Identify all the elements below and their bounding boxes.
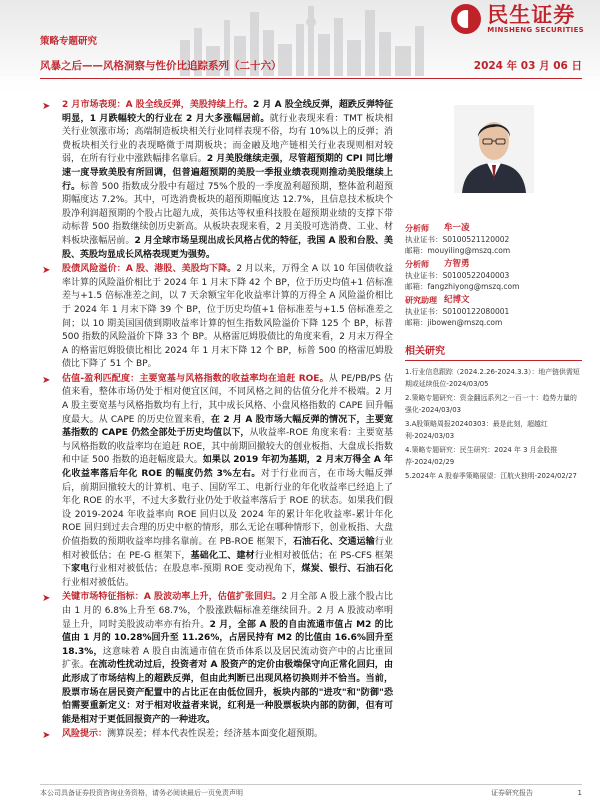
bullet-arrow-icon: ➤: [42, 265, 51, 277]
summary-paragraph: [40, 373, 393, 591]
analyst-email[interactable]: 邮箱：jibowen@mszq.com: [405, 318, 503, 327]
analyst-license: 执业证书：S0100122080001: [405, 307, 510, 316]
report-type: 策略专题研究: [40, 36, 98, 47]
paragraph-text: 行业相对被低估；在股息率-预期 ROE 变动视角下，: [89, 564, 302, 575]
paragraph-text: 2 月美股继续走强，尽管超预期的 CPI 同比增速一度导致美股有所回调，但普遍超预期的美股一季报业绩表现则推动美股继续上行。: [62, 154, 393, 192]
paragraph-text: 2 月全球市场呈现出成长风格占优的特征，我国 A 股和台股、美股、英股均显成长风格表现更为强势。: [62, 235, 393, 260]
paragraph-heading: 风险提示：: [62, 729, 108, 740]
paragraph-text: 行业相对被低估；在 PS-CFS 框架下: [62, 550, 393, 575]
analyst-header: [405, 223, 582, 234]
paragraph-text: 2 月，全部 A 股的自由流通市值占 M2 的比值由 1 月的 10.28%回升至 11.26%，占居民持有 M2 的比值由 16.6%回升至 18.3%，: [62, 619, 393, 657]
related-research-item[interactable]: 3.A股策略周报20240303：最是此刻，超越红利-2024/03/03: [405, 420, 548, 440]
paragraph-text: 2 月 A 股全线反弹，超跌反弹特征明显，1 月跌幅较大的行业在 2 月大多涨幅居前。: [62, 100, 393, 124]
logo-mark-icon: [451, 4, 481, 34]
analyst-portrait-icon: [454, 105, 534, 193]
logo-text-cn: 民生证券: [487, 3, 576, 27]
analyst-name: 方智勇: [444, 259, 470, 269]
summary-paragraph: [40, 728, 393, 742]
analyst-entry: [405, 295, 582, 328]
bullet-arrow-icon: ➤: [42, 101, 51, 112]
analyst-email[interactable]: 邮箱：mouyiling@mszq.com: [405, 246, 511, 255]
footer-label: 证券研究报告: [491, 789, 534, 797]
analyst-header: [405, 259, 582, 270]
footer-divider: [40, 784, 582, 785]
related-research-list: [405, 367, 582, 483]
page-number: 1: [577, 789, 582, 797]
summary-paragraph: [40, 99, 393, 262]
report-header: [0, 0, 600, 96]
related-research-item[interactable]: 4.策略专题研究：民生研究：2024 年 3 月金股推荐-2024/02/29: [405, 446, 558, 466]
bullet-arrow-icon: ➤: [42, 374, 51, 386]
related-research-item[interactable]: 2.策略专题研究：资金翻远系列之一百一十：趋势力量的强化-2024/03/03: [405, 394, 577, 414]
footer-right: [491, 788, 582, 798]
related-research-item[interactable]: 1.行业信息跟踪（2024.2.26-2024.3.3）：地产链供需短期或延续低位-2024/03/05: [405, 368, 580, 388]
summary-paragraph: [40, 263, 393, 372]
paragraph-text: 煤炭、银行、石油石化: [301, 564, 393, 575]
analyst-header: [405, 295, 582, 306]
paragraph-text: 从收益率-ROE 角度来看：主要宽基与风格指数的收益率均在追赶 ROE，其中前期回撤较大的创业板指、大盘成长指数和中证 500 指数的追赶幅度最大。: [62, 428, 393, 466]
paragraph-text: 行业相对被低估。: [62, 577, 135, 588]
paragraph-text: 从 PE/PB/PS 估值来看，整体市场仍处于相对便宜区间，不同风格之间的估值分化并不极端。2 月 A 股主要宽基与风格指数均有上行，其中成长风格、小盘风格指数的 CAPE 回升幅度最大。从 CAPE 的历史位置来看，: [62, 373, 393, 425]
paragraph-text: 这意味着 A 股自由流通市值在货币体系以及居民流动资产中的占比重回扩张。: [62, 646, 393, 671]
summary-paragraph: [40, 591, 393, 727]
analyst-name: 纪博文: [444, 295, 470, 305]
footer: [40, 788, 582, 798]
analyst-entry: [405, 259, 582, 292]
paragraph-heading: 股债风险溢价：A 股、港股、美股均下降。: [62, 264, 237, 275]
analyst-entry: [405, 223, 582, 256]
title-row: [40, 58, 582, 73]
title-divider: [40, 78, 582, 79]
paragraph-heading: 关键市场特征指标：A 股波动率上升，估值扩张回归。: [62, 592, 282, 603]
paragraph-text: 对于行业而言，在市场大幅反弹后，前期回撤较大的计算机、电子、国防军工、电新行业的年化收益率已经追上了年化 ROE 的水平，不过大多数行业仍处于收益率落后于 ROE 的状态。如果我们假设 2019-2024 年收益率向 ROE 回归以及 2024 年的累计年化收益率-累计年化 ROE 回归到过去合理的历史中枢的情形，那么无论在哪种情形下，创业板指、大盘价值指数的预期收益率均排名靠前。在 PB-ROE 框架下，: [62, 469, 393, 547]
paragraph-text: 在流动性扰动过后，投资者对 A 股资产的定价由极端保守向正常化回归，由此形成了市场结构上的超跌反弹，但由此判断已出现风格切换则并不恰当。当前，股票市场在居民资产配置中的占比正在由低位回升，板块内部的"进攻"和"防御"恐怕需要重新定义：对于相对收益者来说，红利是一种股票板块内部的防御，但有可能是相对于更低回报资产的一种进攻。: [62, 660, 393, 725]
bullet-arrow-icon: ➤: [42, 730, 51, 742]
related-research-item[interactable]: 5.2024年 A 股春季策略展望：江航火独明-2024/02/27: [405, 472, 577, 480]
analyst-email[interactable]: 邮箱：fangzhiyong@mszq.com: [405, 282, 520, 291]
analyst-photo: [454, 105, 534, 193]
bullet-arrow-icon: ➤: [42, 593, 51, 605]
report-title: 风暴之后——风格洞察与性价比追踪系列（二十六）: [40, 60, 282, 72]
analyst-list: [405, 223, 582, 328]
logo-text-en: MINSHENG SECURITIES: [487, 26, 584, 34]
paragraph-text: 2 月全部 A 股上涨个股占比由 1 月的 6.8%上升至 68.7%，个股涨跌幅标准差继续回升。2 月 A 股波动率明显上升，同时美股波动率亦有抬升。: [62, 592, 393, 630]
paragraph-text: 2 月以来，万得全 A 以 10 年国债收益率计算的风险溢价相比于 2024 年 1 月末下降 42 个 BP，位于历史均值+1 倍标准差与+1.5 倍标准差之间，以 7 天余额宝年化收益率计算的万得全 A 风险溢价相比于 2024 年 1 月末下降 39 个 BP，位于历史均值+1 倍标准差与+1.5 倍标准差之间；以 10 期美国国债到期收益率计算的恒生指数风险溢价下降 125 个 BP，标普 500 指数的风险溢价下降 33 个 BP。从格雷厄姆股债比的角度来看，2 月末万得全 A 的格雷厄姆股债比相比 2024 年 1 月末下降 12 个 BP，标普 500 的格雷厄姆股债比下降了 51 个 BP。: [62, 264, 393, 370]
analyst-name: 牟一凌: [444, 223, 470, 233]
report-summary: [40, 99, 393, 743]
disclaimer-note: 本公司具备证券投资咨询业务资格，请务必阅读最后一页免责声明: [40, 789, 243, 797]
paragraph-text: 基础化工、建材: [190, 550, 255, 561]
paragraph-text: 行业相对被低估；在 PE-G 框架下，: [62, 537, 393, 561]
analyst-license: 执业证书：S0100522040003: [405, 271, 510, 280]
paragraph-text: 就行业表现来看：TMT 板块相关行业领涨市场；高端制造板块相关行业同样表现不俗，均有 10%以上的反弹；消费板块相关行业的表现略微于周期板块；而金融及地产链相关行业表现则相对较弱，在所有行业中涨跌幅排名靠后。: [62, 113, 393, 165]
paragraph-text: 石油石化、交通运输: [292, 537, 375, 547]
analyst-role: 研究助理: [405, 296, 437, 305]
analyst-license: 执业证书：S0100521120002: [405, 235, 510, 244]
related-research-title: 相关研究: [405, 342, 582, 361]
paragraph-text: 在 2 月 A 股市场大幅反弹的情况下，主要宽基指数的 CAPE 仍然全部处于历史均值以下，: [62, 414, 394, 439]
paragraph-heading: 估值-盈利匹配度：主要宽基与风格指数的收益率均在追赶 ROE。: [62, 373, 329, 384]
company-logo: [451, 4, 584, 34]
analyst-role: 分析师: [405, 260, 429, 269]
paragraph-text: 家电: [71, 564, 90, 575]
sidebar: [405, 99, 582, 486]
paragraph-text: 标普 500 指数成分股中有超过 75%个股的一季度盈利超预期，整体盈利超预期幅度达 7.2%。其中，可选消费板块的超预期幅度达 12.7%，且信息技术板块个股净利润超预期的个股占比超九成，英伟达等权重科技股在超预期业绩的支撑下带动标普 500 指数继续创历史新高。从板块表现来看，2 月美股可选消费、工业、材料板块涨幅居前。: [62, 181, 393, 246]
report-date: 2024 年 03 月 06 日: [473, 60, 582, 72]
paragraph-text: 如果以 2019 年初为基期，2 月末万得全 A 年化收益率落后年化 ROE 的幅度仍然 3%左右。: [62, 455, 393, 480]
paragraph-heading: 2 月市场表现：A 股全线反弹，美股持续上行。: [62, 100, 253, 110]
analyst-role: 分析师: [405, 224, 429, 233]
paragraph-text: 测算误差；样本代表性误差；经济基本面变化超预期。: [107, 729, 324, 740]
